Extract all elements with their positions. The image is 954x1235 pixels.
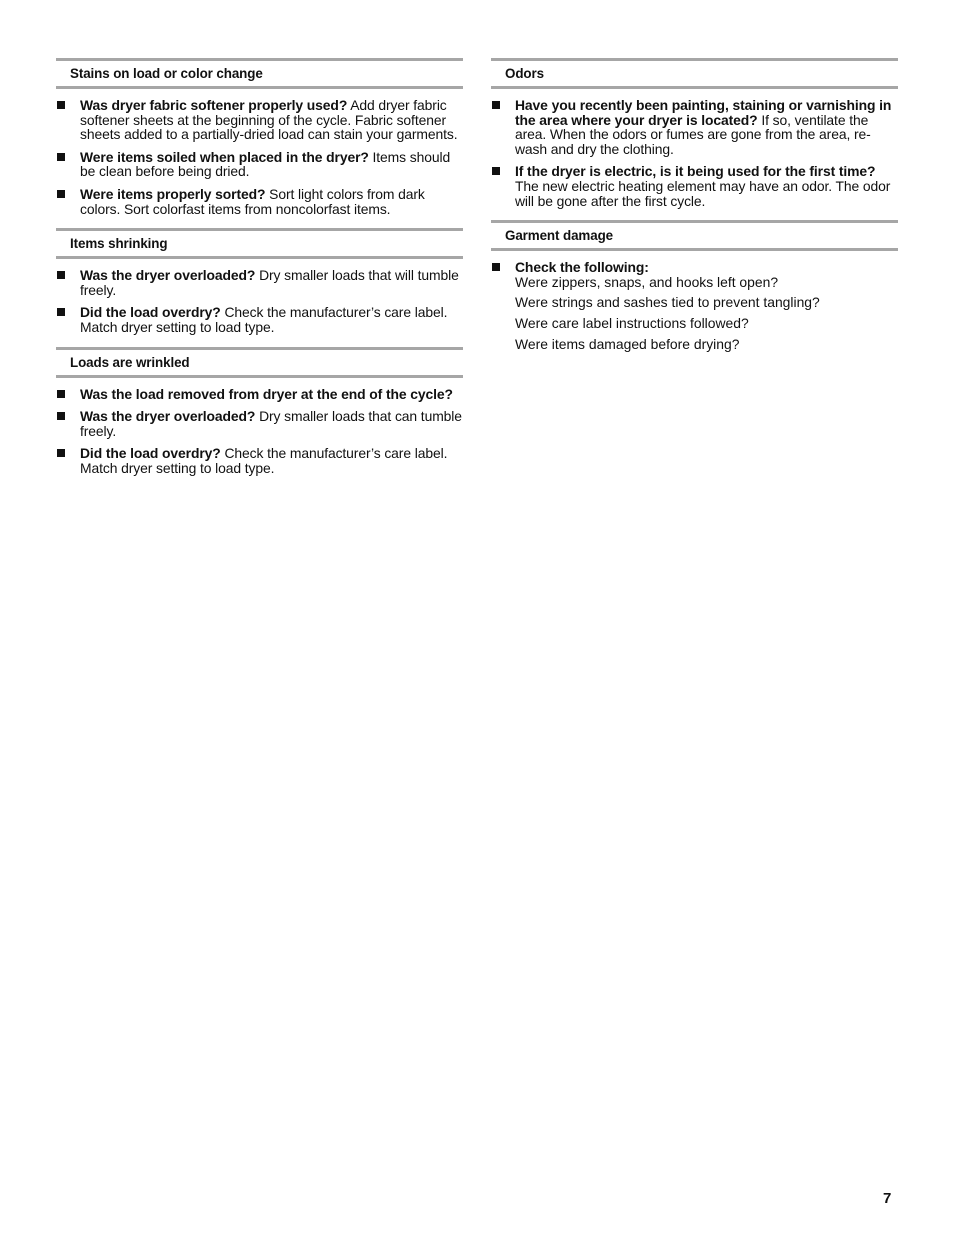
square-bullet-icon [57, 412, 65, 420]
question-text: If the dryer is electric, is it being used for the first time? [515, 163, 876, 180]
check-line: Were items damaged before drying? [515, 335, 740, 352]
question-text: Did the load overdry? [80, 445, 221, 462]
question-text: Check the following: [515, 259, 649, 276]
check-line: Were strings and sashes tied to prevent tangling? [515, 294, 820, 311]
right-column [491, 58, 898, 363]
left-column [56, 58, 463, 488]
answer-text: Dry smaller loads that can tumble freely. [80, 408, 462, 439]
section-heading: Stains on load or color change [56, 58, 463, 89]
question-text: Were items properly sorted? [80, 185, 266, 202]
question-text: Were items soiled when placed in the dryer? [80, 148, 369, 165]
square-bullet-icon [492, 263, 500, 271]
section-stains [56, 58, 463, 216]
square-bullet-icon [57, 271, 65, 279]
list-item [491, 260, 898, 275]
list-item [56, 150, 463, 179]
square-bullet-icon [57, 101, 65, 109]
list-item [56, 98, 463, 142]
section-heading: Odors [491, 58, 898, 89]
list-item [56, 305, 463, 334]
answer-text: If so, ventilate the area. When the odors or fumes are gone from the area, re-wash and dry the clothing. [515, 111, 871, 157]
square-bullet-icon [57, 153, 65, 161]
answer-text: Add dryer fabric softener sheets at the beginning of the cycle. Fabric softener sheets added to a partially-dried load can stain your garments. [80, 97, 458, 143]
section-heading: Items shrinking [56, 228, 463, 259]
square-bullet-icon [57, 190, 65, 198]
answer-text: Items should be clean before being dried. [80, 148, 451, 180]
square-bullet-icon [492, 101, 500, 109]
list-item [491, 98, 898, 156]
question-text: Was the load removed from dryer at the end of the cycle? [80, 385, 453, 402]
list-item [56, 409, 463, 438]
check-line: Were zippers, snaps, and hooks left open? [515, 273, 779, 290]
square-bullet-icon [492, 167, 500, 175]
question-text: Did the load overdry? [80, 304, 221, 321]
answer-text: The new electric heating element may have an odor. The odor will be gone after the first cycle. [515, 177, 891, 209]
question-text: Was the dryer overloaded? [80, 408, 256, 425]
square-bullet-icon [57, 308, 65, 316]
check-line: Were care label instructions followed? [515, 314, 749, 331]
list-item [56, 187, 463, 216]
section-odors [491, 58, 898, 208]
square-bullet-icon [57, 449, 65, 457]
answer-text: Check the manufacturer’s care label. Match dryer setting to load type. [80, 304, 448, 335]
answer-text: Sort light colors from dark colors. Sort colorfast items from noncolorfast items. [80, 185, 425, 217]
question-text: Was the dryer overloaded? [80, 267, 256, 284]
section-loads-wrinkled [56, 347, 463, 476]
list-item [56, 268, 463, 297]
section-heading: Garment damage [491, 220, 898, 251]
square-bullet-icon [57, 390, 65, 398]
list-item [56, 446, 463, 475]
list-item [56, 387, 463, 402]
page-number: 7 [883, 1190, 892, 1207]
section-garment-damage [491, 220, 898, 351]
answer-text: Dry smaller loads that will tumble freely. [80, 267, 459, 298]
list-item [491, 164, 898, 208]
section-heading: Loads are wrinkled [56, 347, 463, 378]
question-text: Have you recently been painting, staining or varnishing in the area where your dryer is located? [515, 97, 892, 128]
answer-text: Check the manufacturer’s care label. Match dryer setting to load type. [80, 445, 448, 476]
question-text: Was dryer fabric softener properly used? [80, 97, 348, 113]
section-items-shrinking [56, 228, 463, 334]
